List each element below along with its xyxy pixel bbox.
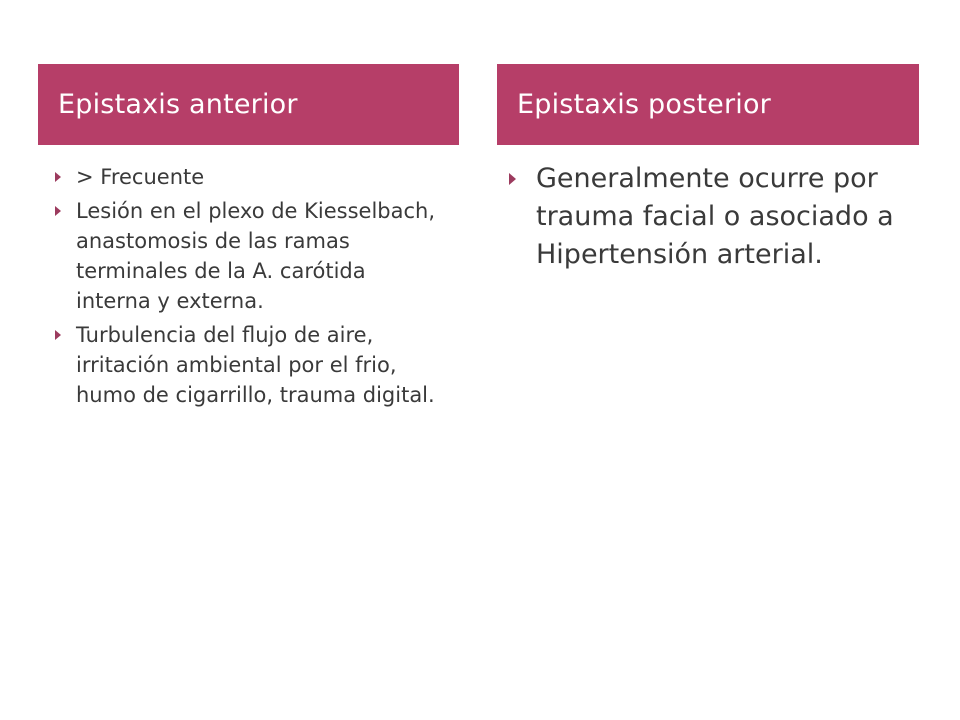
list-item-text: > Frecuente bbox=[76, 165, 205, 189]
triangle-bullet-icon bbox=[509, 173, 516, 185]
list-item-text: Lesión en el plexo de Kiesselbach, anastomosis de las ramas terminales de la A. carótida interna y externa. bbox=[76, 199, 436, 313]
anterior-bullet-list bbox=[55, 162, 445, 414]
list-item-text: Generalmente ocurre por trauma facial o asociado a Hipertensión arterial. bbox=[536, 163, 894, 270]
list-item bbox=[55, 320, 445, 410]
list-item bbox=[509, 160, 909, 274]
triangle-bullet-icon bbox=[55, 330, 61, 340]
column-header-anterior bbox=[38, 64, 459, 145]
column-header-label: Epistaxis posterior bbox=[517, 89, 771, 120]
column-header-label: Epistaxis anterior bbox=[58, 89, 298, 120]
list-item-text: Turbulencia del flujo de aire, irritación ambiental por el frio, humo de cigarrillo, trauma digital. bbox=[76, 323, 435, 407]
triangle-bullet-icon bbox=[55, 172, 61, 182]
posterior-bullet-list bbox=[509, 160, 909, 278]
triangle-bullet-icon bbox=[55, 206, 61, 216]
column-header-posterior bbox=[497, 64, 919, 145]
list-item bbox=[55, 196, 445, 316]
list-item bbox=[55, 162, 445, 192]
